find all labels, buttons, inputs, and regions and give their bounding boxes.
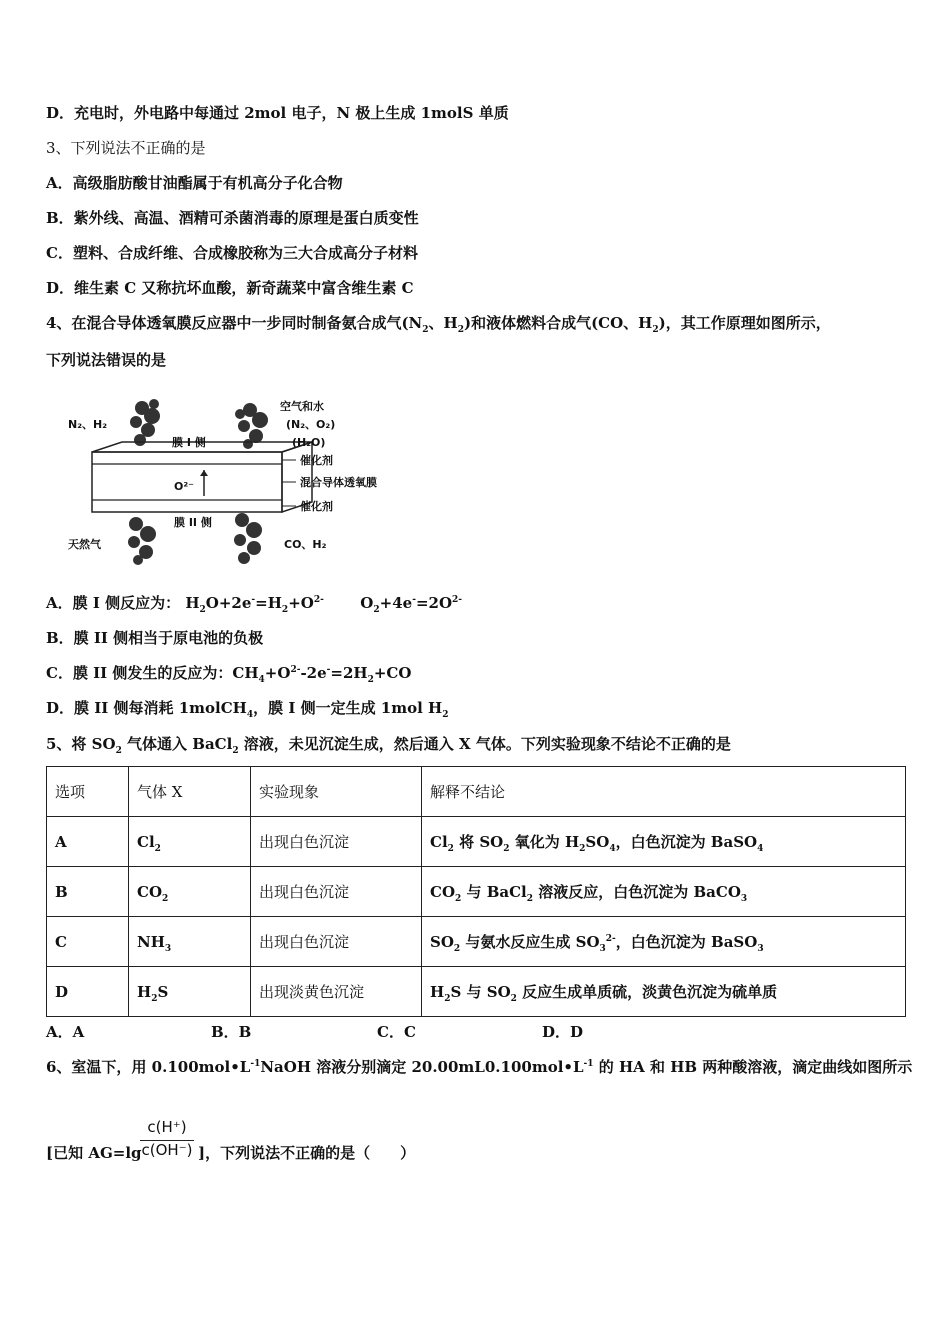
option-b[interactable]: B．B — [211, 1023, 252, 1041]
question-6-stem: 6、室温下，用 $0.100mol•L^{-1}NaOH$ 溶液分别滴定 $20.00mL0.100mol•L^{-1}$ 的 HA 和 HB 两种酸溶液，滴定曲线如图所示 — [46, 1058, 913, 1076]
question-3-option-c: C．塑料、合成纤维、合成橡胶称为三大合成高分子材料 — [46, 244, 418, 262]
question-4-option-d: D．膜 II 侧每消耗 1molCH$_4$，膜 I 侧一定生成 1mol $H_2$ — [46, 699, 449, 720]
row-phenomenon: 出现白色沉淀 — [251, 917, 422, 967]
row-option: A — [47, 817, 129, 867]
option-c[interactable]: C．C — [377, 1023, 416, 1041]
label-membrane: 混合导体透氧膜 — [300, 476, 377, 489]
label-catalyst-top: 催化剂 — [300, 454, 333, 467]
question-4-option-b: B．膜 II 侧相当于原电池的负极 — [46, 629, 264, 647]
label-co-h2: CO、H₂ — [284, 538, 327, 551]
label-oxide-ion: O²⁻ — [174, 480, 194, 493]
row-gas: $Cl_2$ — [129, 817, 251, 867]
table-row — [47, 817, 906, 867]
question-4-option-a: A．膜 I 侧反应为： $H_2O+2e^-=H_2+O^{2-}$ $O_2+4e^-=2O^{2-}$ — [46, 594, 463, 615]
row-phenomenon: 出现淡黄色沉淀 — [251, 967, 422, 1017]
question-5-options — [46, 1021, 746, 1041]
row-explanation: $CO_2$ 与 BaCl$_2$ 溶液反应，白色沉淀为 BaCO$_3$ — [422, 867, 906, 917]
question-6-ag-suffix: ]，下列说法不正确的是（ ） — [198, 1144, 416, 1162]
question-3-option-b: B．紫外线、高温、酒精可杀菌消毒的原理是蛋白质变性 — [46, 209, 419, 227]
header-option: 选项 — [47, 767, 129, 817]
option-a[interactable]: A．A — [46, 1023, 85, 1041]
row-explanation: $SO_2$ 与氨水反应生成 $SO_3^{2-}$，白色沉淀为 BaSO$_3$ — [422, 917, 906, 967]
ag-fraction — [138, 1118, 196, 1163]
header-explanation: 解释不结论 — [422, 767, 906, 817]
table-header-row — [47, 767, 906, 817]
label-n2-o2: (N₂、O₂) — [286, 418, 336, 431]
row-gas: $CO_2$ — [129, 867, 251, 917]
row-gas: $NH_3$ — [129, 917, 251, 967]
table-row — [47, 867, 906, 917]
table-row — [47, 967, 906, 1017]
question-4-stem-line1: 4、在混合导体透氧膜反应器中一步同时制备氨合成气($N_2$、$H_2$)和液体燃料合成气(CO、$H_2$)，其工作原理如图所示， — [46, 314, 831, 335]
label-membrane-side-1: 膜 I 侧 — [172, 436, 206, 449]
label-natural-gas: 天然气 — [68, 538, 101, 551]
question-4-stem-line2: 下列说法错误的是 — [46, 351, 167, 369]
question-4-option-c: C．膜 II 侧发生的反应为：$CH_4+O^{2-}-2e^-=2H_2+CO$ — [46, 664, 412, 685]
table-row — [47, 917, 906, 967]
fraction-denominator: c(OH⁻) — [141, 1141, 193, 1159]
question-6-ag-prefix: [已知 AG=lg — [46, 1144, 142, 1162]
row-phenomenon: 出现白色沉淀 — [251, 817, 422, 867]
label-n2-h2: N₂、H₂ — [68, 418, 108, 431]
header-phenomenon: 实验现象 — [251, 767, 422, 817]
membrane-reactor-diagram — [64, 392, 424, 567]
question-3-option-a: A．高级脂肪酸甘油酯属于有机高分子化合物 — [46, 174, 343, 192]
row-phenomenon: 出现白色沉淀 — [251, 867, 422, 917]
header-gas: 气体 X — [129, 767, 251, 817]
option-d-previous: D．充电时，外电路中每通过 2mol 电子，N 极上生成 1molS 单质 — [46, 104, 509, 122]
question-5-table — [46, 766, 906, 1017]
label-air-water: 空气和水 — [280, 400, 324, 413]
row-option: C — [47, 917, 129, 967]
question-5-stem: 5、将 $SO_2$ 气体通入 BaCl$_2$ 溶液，未见沉淀生成，然后通入 X 气体。下列实验现象不结论不正确的是 — [46, 735, 731, 756]
question-3-stem: 3、下列说法不正确的是 — [46, 139, 206, 157]
row-explanation: $Cl_2$ 将 $SO_2$ 氧化为 $H_2SO_4$，白色沉淀为 BaSO$_4$ — [422, 817, 906, 867]
row-explanation: $H_2S$ 与 $SO_2$ 反应生成单质硫，淡黄色沉淀为硫单质 — [422, 967, 906, 1017]
option-d[interactable]: D．D — [542, 1023, 584, 1041]
label-h2o: (H₂O) — [292, 436, 326, 449]
label-membrane-side-2: 膜 II 侧 — [174, 516, 212, 529]
row-option: B — [47, 867, 129, 917]
fraction-numerator: c(H⁺) — [147, 1118, 187, 1136]
row-gas: $H_2S$ — [129, 967, 251, 1017]
question-3-option-d: D．维生素 C 又称抗坏血酸，新奇蔬菜中富含维生素 C — [46, 279, 414, 297]
row-option: D — [47, 967, 129, 1017]
label-catalyst-bottom: 催化剂 — [300, 500, 333, 513]
